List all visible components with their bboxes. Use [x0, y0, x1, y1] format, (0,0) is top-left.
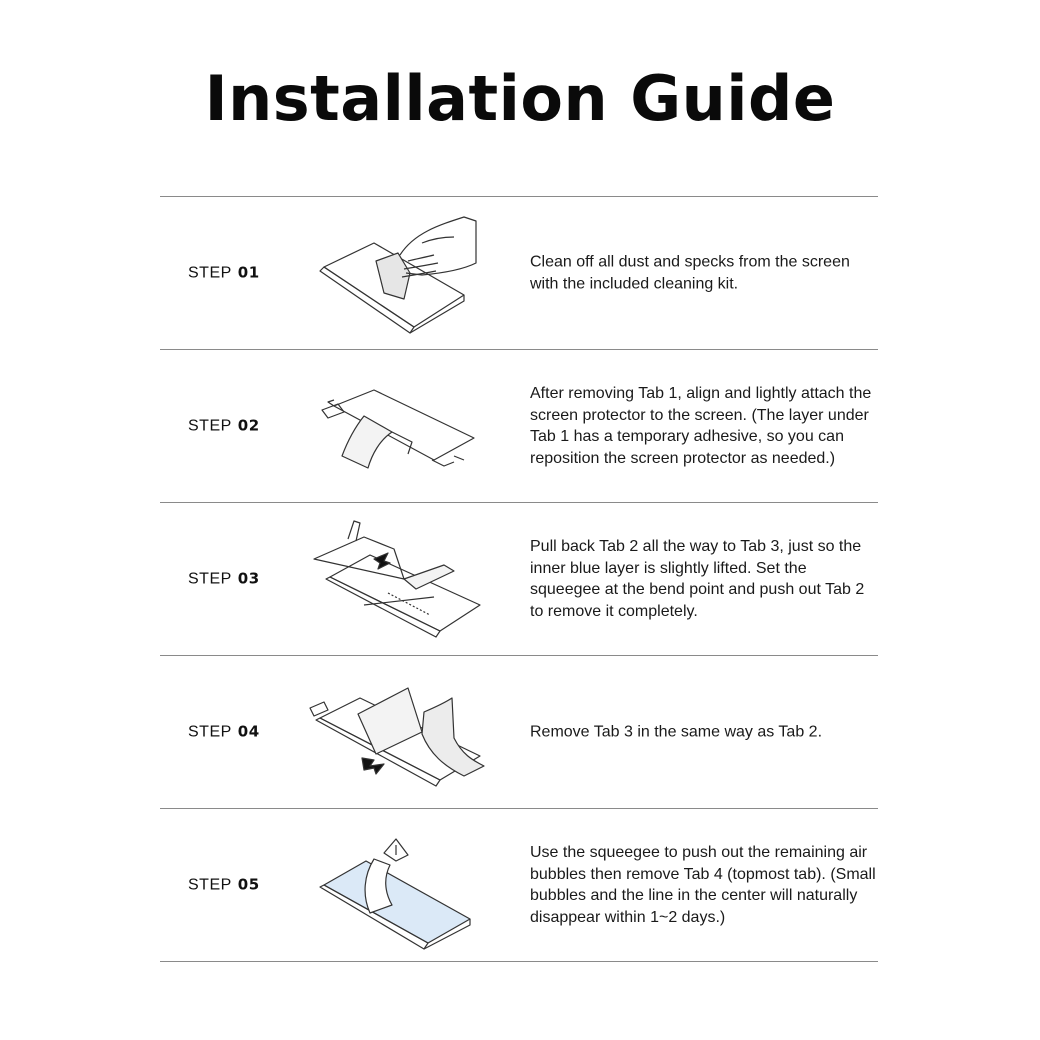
step-label: [188, 570, 260, 589]
step-number: 02: [237, 416, 260, 435]
step-number: 05: [237, 875, 260, 894]
phone-cleaning-hand-icon: [304, 203, 494, 343]
step-03: [160, 502, 878, 655]
steps-list: [160, 196, 878, 962]
step-05: [160, 808, 878, 962]
step-label: [188, 876, 260, 895]
step-label: [188, 264, 260, 283]
step-word: STEP: [188, 723, 232, 741]
step-04: [160, 655, 878, 808]
step-description: Clean off all dust and specks from the screen with the included cleaning kit.: [530, 253, 850, 292]
step-02: [160, 349, 878, 502]
tab3-remove-icon: [304, 662, 494, 802]
step-number: 04: [237, 722, 260, 741]
step-description: After removing Tab 1, align and lightly attach the screen protector to the screen. (The layer under Tab 1 has a temporary adhesive, so you can reposition the screen protector as needed.): [530, 385, 872, 467]
step-number: 03: [237, 569, 260, 588]
step-word: STEP: [188, 264, 232, 282]
step-description: Remove Tab 3 in the same way as Tab 2.: [530, 723, 823, 741]
tab2-pull-back-icon: [304, 509, 494, 649]
step-word: STEP: [188, 417, 232, 435]
page-title: Installation Guide: [204, 62, 836, 135]
tab4-remove-phone-icon: [304, 815, 494, 955]
step-label: [188, 417, 260, 436]
step-word: STEP: [188, 570, 232, 588]
step-description: Use the squeegee to push out the remaining air bubbles then remove Tab 4 (topmost tab). (Small bubbles and the line in the center will naturally disappear within 1~2 days.): [530, 844, 876, 926]
step-word: STEP: [188, 876, 232, 894]
step-01: [160, 196, 878, 349]
step-description: Pull back Tab 2 all the way to Tab 3, just so the inner blue layer is slightly lifted. Set the squeegee at the bend point and push out Tab 2 to remove it completely.: [530, 538, 865, 620]
step-number: 01: [237, 263, 260, 282]
protector-tab1-peel-icon: [304, 356, 494, 496]
step-label: [188, 723, 260, 742]
